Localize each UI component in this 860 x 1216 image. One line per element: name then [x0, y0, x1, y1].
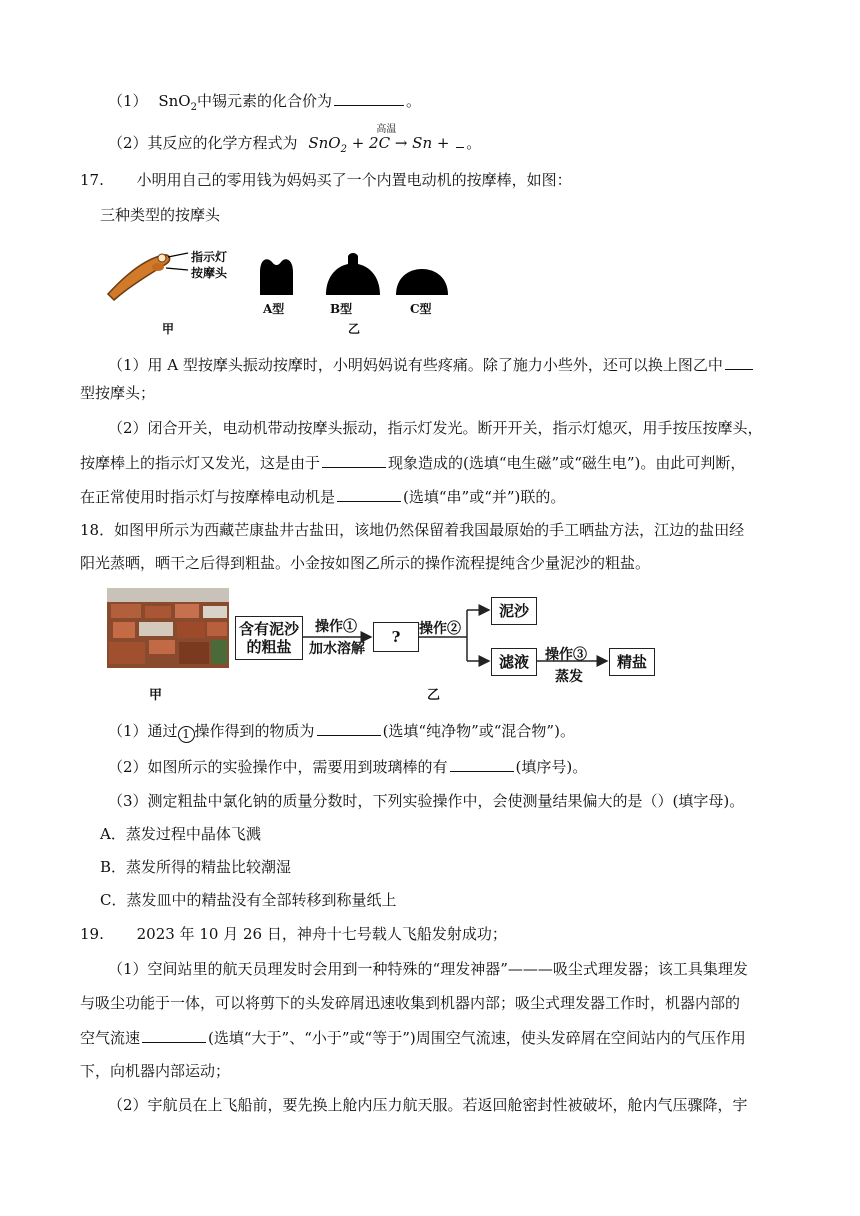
- q19-part1-line3: 空气流速 (选填“大于”、“小于”或“等于”)周围空气流速，使头发碎屑在空间站内的气压作用: [80, 1029, 746, 1047]
- q19-stem: 19. 2023 年 10 月 26 日，神舟十七号载人飞船发射成功；: [80, 925, 507, 943]
- caption-jia: 甲: [149, 688, 163, 703]
- q16-answer-blank-2[interactable]: [456, 132, 464, 148]
- flow-arrows: [105, 588, 665, 700]
- q19-part1-line2: 与吸尘功能于一体，可以将剪下的头发碎屑迅速收集到机器内部；吸尘式理发器工作时，机器内部的: [80, 994, 741, 1012]
- q17-answer-blank-2[interactable]: [322, 452, 386, 468]
- caption-jia: 甲: [162, 322, 175, 336]
- flow-filtrate-box: 滤液: [491, 648, 537, 676]
- q16-part1-prefix: （1）: [108, 92, 148, 110]
- q18-part1: （1）通过 1 操作得到的物质为 (选填“纯净物”或“混合物”)。: [108, 722, 575, 741]
- circled-number-1: 1: [178, 726, 195, 743]
- label-type-b: B型: [330, 302, 353, 316]
- massage-head: [152, 263, 164, 271]
- flow-op2-label: 操作②: [419, 621, 461, 637]
- q17-answer-blank-1[interactable]: [725, 354, 753, 370]
- flow-op1-label: 操作①: [315, 619, 357, 635]
- q18-answer-blank-2[interactable]: [450, 756, 514, 772]
- q19-part1-line4: 下，向机器内部运动；: [80, 1062, 231, 1080]
- label-type-c: C型: [410, 302, 432, 316]
- q17-part2-line1: （2）闭合开关，电动机带动按摩头振动，指示灯发光。断开开关，指示灯熄灭，用手按压按摩头，: [108, 419, 763, 437]
- q19-part1-line1: （1）空间站里的航天员理发时会用到一种特殊的“理发神器”———吸尘式理发器；该工具集理发: [108, 960, 748, 978]
- q17-part2-line3: 在正常使用时指示灯与按摩棒电动机是 (选填“串”或“并”)联的。: [80, 488, 566, 506]
- q18-stem-line2: 阳光蒸晒，晒干之后得到粗盐。小金按如图乙所示的操作流程提纯含少量泥沙的粗盐。: [80, 554, 651, 572]
- q17-figure: [100, 240, 460, 335]
- q19-part2-line1: （2）宇航员在上飞船前，要先换上舱内压力航天服。若返回舱密封性被破坏，舱内气压骤降，宇: [108, 1096, 748, 1114]
- reaction-condition: 高温: [376, 124, 397, 135]
- caption-yi: 乙: [348, 322, 361, 336]
- q17-subtitle: 三种类型的按摩头: [100, 206, 221, 224]
- q18-figure: [105, 588, 665, 703]
- q18-option-a[interactable]: A．蒸发过程中晶体飞溅: [100, 825, 261, 843]
- q17-part2-line2: 按摩棒上的指示灯又发光，这是由于 现象造成的(选填“电生磁”或“磁生电”)。由此可判断，: [80, 454, 746, 472]
- flow-op3-label: 操作③: [545, 647, 587, 663]
- q18-answer-blank-1[interactable]: [317, 720, 381, 736]
- q16-part1-text: 中锡元素的化合价为: [196, 92, 332, 110]
- q19-answer-blank-1[interactable]: [142, 1027, 206, 1043]
- q17-part1-line2: 型按摩头；: [80, 384, 156, 402]
- q17-answer-blank-3[interactable]: [337, 486, 401, 502]
- q16-answer-blank-1[interactable]: [334, 90, 404, 106]
- q17-part1-line1: （1）用 A 型按摩头振动按摩时，小明妈妈说有些疼痛。除了施力小些外，还可以换上图乙中: [108, 354, 755, 375]
- type-a-head: [260, 259, 293, 295]
- label-type-a: A型: [263, 302, 285, 316]
- caption-yi: 乙: [427, 688, 441, 703]
- type-c-head: [396, 269, 448, 295]
- q17-stem: 17. 小明用自己的零用钱为妈妈买了一个内置电动机的按摩棒，如图：: [80, 171, 572, 189]
- q18-option-c[interactable]: C．蒸发皿中的精盐没有全部转移到称量纸上: [100, 891, 397, 909]
- label-massage-head: 按摩头: [191, 266, 228, 280]
- massager-figure: [100, 240, 460, 335]
- flow-op1-sub: 加水溶解: [309, 641, 365, 657]
- q16-equation: SnO$_2$ + 2C → Sn + 高温: [308, 134, 454, 152]
- q18-stem-line1: 18．如图甲所示为西藏芒康盐井古盐田，该地仍然保留着我国最原始的手工晒盐方法，江边的盐田经: [80, 521, 745, 539]
- flow-op3-sub: 蒸发: [555, 669, 583, 685]
- flow-product-box: 精盐: [609, 648, 655, 676]
- q18-option-b[interactable]: B．蒸发所得的精盐比较潮湿: [100, 858, 292, 876]
- type-b-head: [326, 253, 380, 295]
- q18-part2: （2）如图所示的实验操作中，需要用到玻璃棒的有 (填序号)。: [108, 758, 588, 776]
- flow-unknown-box: ?: [373, 622, 419, 652]
- q16-part1: （1） SnO$_2$中锡元素的化合价为 。: [108, 92, 421, 113]
- q16-part2: （2）其反应的化学方程式为 SnO$_2$ + 2C → Sn + 高温 。: [108, 132, 481, 160]
- flow-start-box: 含有泥沙的粗盐: [235, 616, 303, 660]
- q16-part2-prefix: （2）其反应的化学方程式为: [108, 134, 298, 152]
- q18-part3: （3）测定粗盐中氯化钠的质量分数时，下列实验操作中，会使测量结果偏大的是（）(填字母)。: [108, 792, 745, 810]
- label-indicator-light: 指示灯: [191, 250, 228, 264]
- indicator-light: [158, 254, 166, 262]
- q16-formula: SnO$_2$: [158, 92, 197, 113]
- flow-sand-box: 泥沙: [491, 597, 537, 625]
